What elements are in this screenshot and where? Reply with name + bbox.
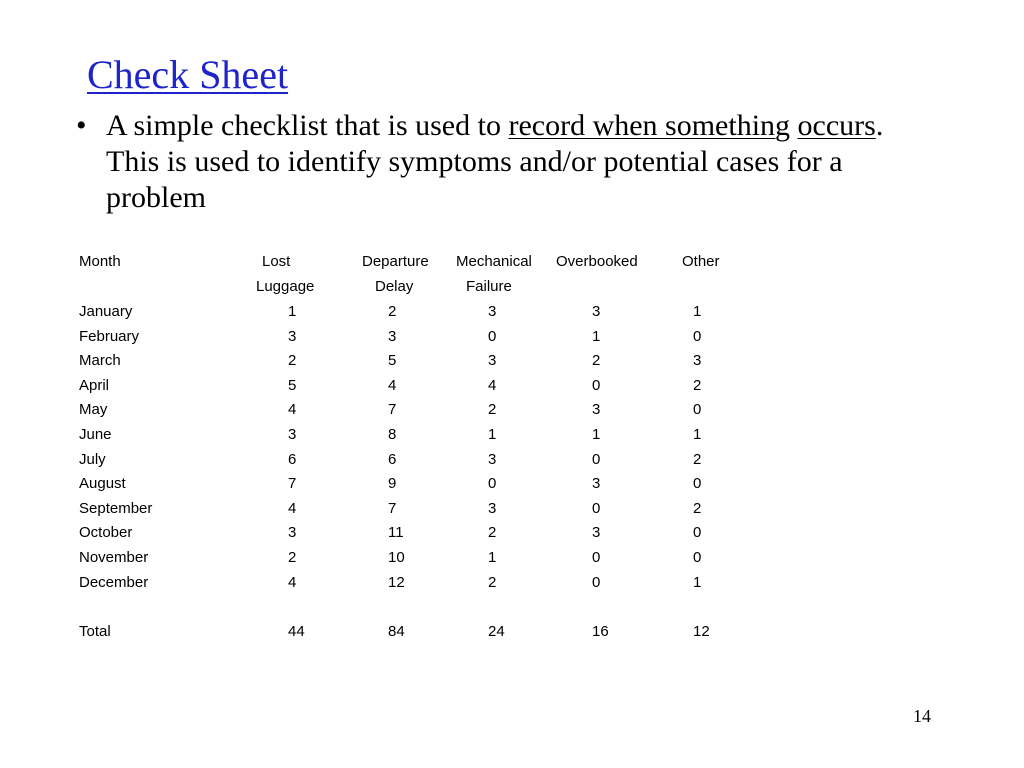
row-month-label: December — [79, 573, 149, 591]
row-lost-count: 4 — [288, 573, 297, 591]
row-other-count: 1 — [693, 426, 702, 443]
row-overbooked-count: 3 — [592, 524, 601, 542]
bullet-marker: • — [76, 109, 87, 142]
header-month: Month — [79, 253, 121, 270]
row-mechanical-count: 3 — [488, 303, 497, 320]
row-month-label: August — [79, 475, 126, 493]
row-lost-count: 3 — [288, 524, 297, 542]
row-other-count: 0 — [693, 524, 702, 542]
row-mechanical-count: 1 — [488, 549, 497, 566]
row-overbooked-count: 3 — [592, 303, 601, 320]
row-departure-count: 2 — [388, 303, 397, 320]
row-overbooked-count: 0 — [592, 549, 601, 566]
total-mechanical: 24 — [488, 622, 505, 640]
total-overbooked: 16 — [592, 622, 609, 640]
header-departure-delay-line2: Delay — [375, 278, 414, 295]
row-other-count: 2 — [693, 376, 702, 394]
bullet-emphasis-2: occurs — [797, 109, 876, 142]
bullet-emphasis-1: record when something — [508, 109, 791, 142]
row-month-label: September — [79, 499, 153, 517]
row-departure-count: 4 — [388, 376, 397, 394]
row-other-count: 0 — [693, 549, 702, 566]
header-lost-luggage-line1: Lost — [262, 253, 291, 270]
header-lost-luggage-line2: Luggage — [256, 278, 315, 295]
bullet-text-lead: A simple checklist that is used to — [106, 109, 509, 142]
row-other-count: 0 — [693, 327, 702, 345]
row-departure-count: 7 — [388, 401, 397, 419]
row-other-count: 2 — [693, 499, 702, 517]
row-lost-count: 6 — [288, 450, 297, 468]
row-departure-count: 5 — [388, 352, 397, 370]
row-mechanical-count: 3 — [488, 450, 497, 468]
row-overbooked-count: 2 — [592, 352, 601, 370]
row-lost-count: 1 — [288, 303, 297, 320]
header-mechanical-failure-line2: Failure — [466, 278, 512, 295]
row-overbooked-count: 0 — [592, 450, 601, 468]
row-month-label: March — [79, 352, 121, 370]
row-month-label: July — [79, 450, 106, 468]
row-mechanical-count: 0 — [488, 327, 497, 345]
row-other-count: 1 — [693, 303, 702, 320]
row-mechanical-count: 3 — [488, 352, 497, 370]
row-mechanical-count: 2 — [488, 573, 497, 591]
row-departure-count: 9 — [388, 475, 397, 493]
row-month-label: June — [79, 426, 112, 443]
row-lost-count: 3 — [288, 327, 297, 345]
row-overbooked-count: 1 — [592, 327, 601, 345]
row-month-label: February — [79, 327, 140, 345]
total-other: 12 — [693, 622, 710, 640]
row-lost-count: 5 — [288, 376, 297, 394]
total-departure: 84 — [388, 622, 405, 640]
row-month-label: November — [79, 549, 149, 566]
row-other-count: 0 — [693, 401, 702, 419]
slide-title-link[interactable]: Check Sheet — [87, 52, 289, 97]
row-month-label: January — [79, 303, 133, 320]
row-month-label: April — [79, 376, 110, 394]
bullet-text — [106, 108, 926, 216]
row-departure-count: 10 — [388, 549, 405, 566]
total-lost: 44 — [288, 622, 305, 640]
row-overbooked-count: 3 — [592, 401, 601, 419]
row-departure-count: 3 — [388, 327, 397, 345]
row-lost-count: 3 — [288, 426, 297, 443]
row-departure-count: 12 — [388, 573, 405, 591]
row-month-label: October — [79, 524, 133, 542]
header-overbooked: Overbooked — [556, 253, 638, 270]
row-mechanical-count: 1 — [488, 426, 497, 443]
row-departure-count: 6 — [388, 450, 397, 468]
row-other-count: 3 — [693, 352, 702, 370]
row-other-count: 1 — [693, 573, 702, 591]
header-departure-delay-line1: Departure — [362, 253, 429, 270]
row-mechanical-count: 2 — [488, 401, 497, 419]
row-mechanical-count: 4 — [488, 376, 497, 394]
row-departure-count: 11 — [388, 524, 404, 542]
row-other-count: 2 — [693, 450, 702, 468]
row-mechanical-count: 2 — [488, 524, 497, 542]
row-overbooked-count: 0 — [592, 573, 601, 591]
row-overbooked-count: 1 — [592, 426, 601, 443]
page-number: 14 — [913, 706, 931, 726]
row-lost-count: 4 — [288, 401, 297, 419]
row-mechanical-count: 3 — [488, 499, 497, 517]
row-lost-count: 7 — [288, 475, 297, 493]
row-overbooked-count: 3 — [592, 475, 601, 493]
row-departure-count: 8 — [388, 426, 397, 443]
row-lost-count: 2 — [288, 549, 297, 566]
row-month-label: May — [79, 401, 108, 419]
row-lost-count: 2 — [288, 352, 297, 370]
header-other: Other — [682, 253, 720, 270]
row-mechanical-count: 0 — [488, 475, 497, 493]
bullet-text-tail: . This is used to identify symptoms and/or potential cases for a problem — [106, 109, 884, 214]
row-overbooked-count: 0 — [592, 376, 601, 394]
row-departure-count: 7 — [388, 499, 397, 517]
row-other-count: 0 — [693, 475, 702, 493]
total-label: Total — [79, 622, 111, 640]
row-lost-count: 4 — [288, 499, 297, 517]
header-mechanical-failure-line1: Mechanical — [456, 253, 532, 270]
row-overbooked-count: 0 — [592, 499, 601, 517]
